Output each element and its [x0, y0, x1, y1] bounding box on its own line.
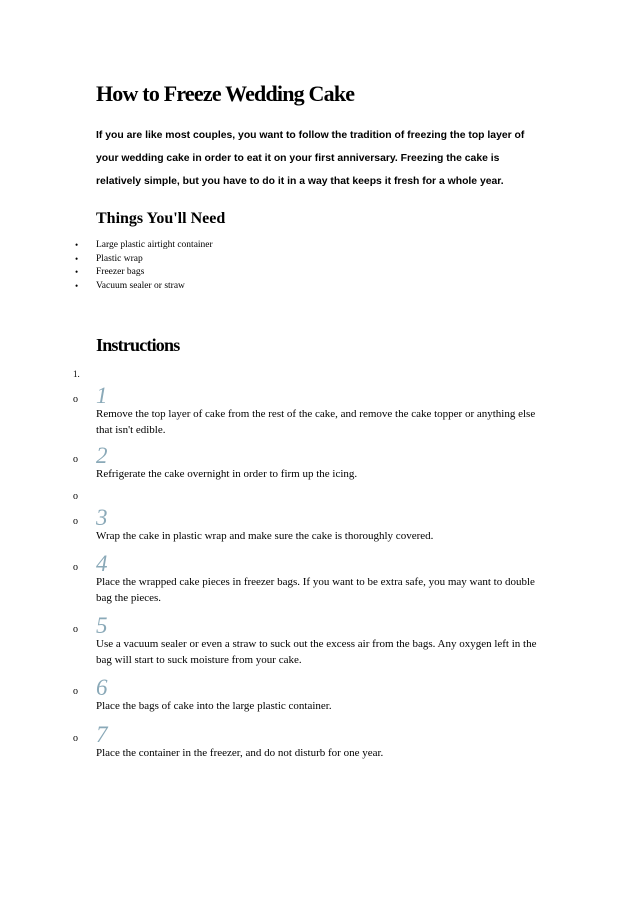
- instructions-heading: Instructions: [96, 335, 180, 355]
- page-title: How to Freeze Wedding Cake: [96, 81, 355, 106]
- step-text: Use a vacuum sealer or even a straw to suck out the excess air from the bags. Any oxygen left in the bag will start to suck moisture from your cake.: [96, 638, 537, 666]
- list-item-label: Vacuum sealer or straw: [96, 280, 185, 291]
- step-number: 5: [96, 613, 108, 638]
- sub-list-marker: o: [73, 516, 78, 527]
- step-number: 1: [96, 383, 108, 408]
- sub-list-marker: o: [73, 491, 78, 502]
- step-number: 6: [96, 675, 108, 700]
- sub-list-marker: o: [73, 733, 78, 744]
- step-text: Refrigerate the cake overnight in order to firm up the icing.: [96, 468, 358, 480]
- sub-list-marker: o: [73, 394, 78, 405]
- sub-list-marker: o: [73, 454, 78, 465]
- step-text: Place the bags of cake into the large plastic container.: [96, 700, 332, 712]
- things-needed-heading: Things You'll Need: [96, 210, 226, 227]
- list-item-label: Large plastic airtight container: [96, 240, 213, 250]
- step-number: 3: [96, 505, 108, 530]
- step-text: Place the container in the freezer, and do not disturb for one year.: [96, 747, 384, 759]
- list-item-label: Plastic wrap: [96, 253, 143, 264]
- list-number: 1.: [73, 369, 80, 379]
- list-item-label: Freezer bags: [96, 267, 145, 277]
- sub-list-marker: o: [73, 624, 78, 635]
- sub-list-marker: o: [73, 562, 78, 573]
- step-number: 4: [96, 551, 108, 576]
- step-number: 2: [96, 443, 108, 468]
- step-number: 7: [96, 722, 108, 747]
- bullet-icon: •: [75, 280, 79, 291]
- step-text: Wrap the cake in plastic wrap and make sure the cake is thoroughly covered.: [96, 530, 434, 542]
- step-text: Remove the top layer of cake from the rest of the cake, and remove the cake topper or anything else that isn't edible.: [96, 408, 536, 436]
- sub-list-marker: o: [73, 686, 78, 697]
- bullet-icon: •: [75, 240, 79, 250]
- bullet-icon: •: [75, 253, 79, 264]
- bullet-icon: •: [75, 267, 79, 277]
- step-text: Place the wrapped cake pieces in freezer bags. If you want to be extra safe, you may want to double bag the pieces.: [96, 576, 535, 604]
- intro-paragraph: If you are like most couples, you want to follow the tradition of freezing the top layer of your wedding cake in order to eat it on your first anniversary. Freezing the cake is relatively simple, but you have to do it in a way that keeps it fresh for a whole year.: [96, 130, 525, 187]
